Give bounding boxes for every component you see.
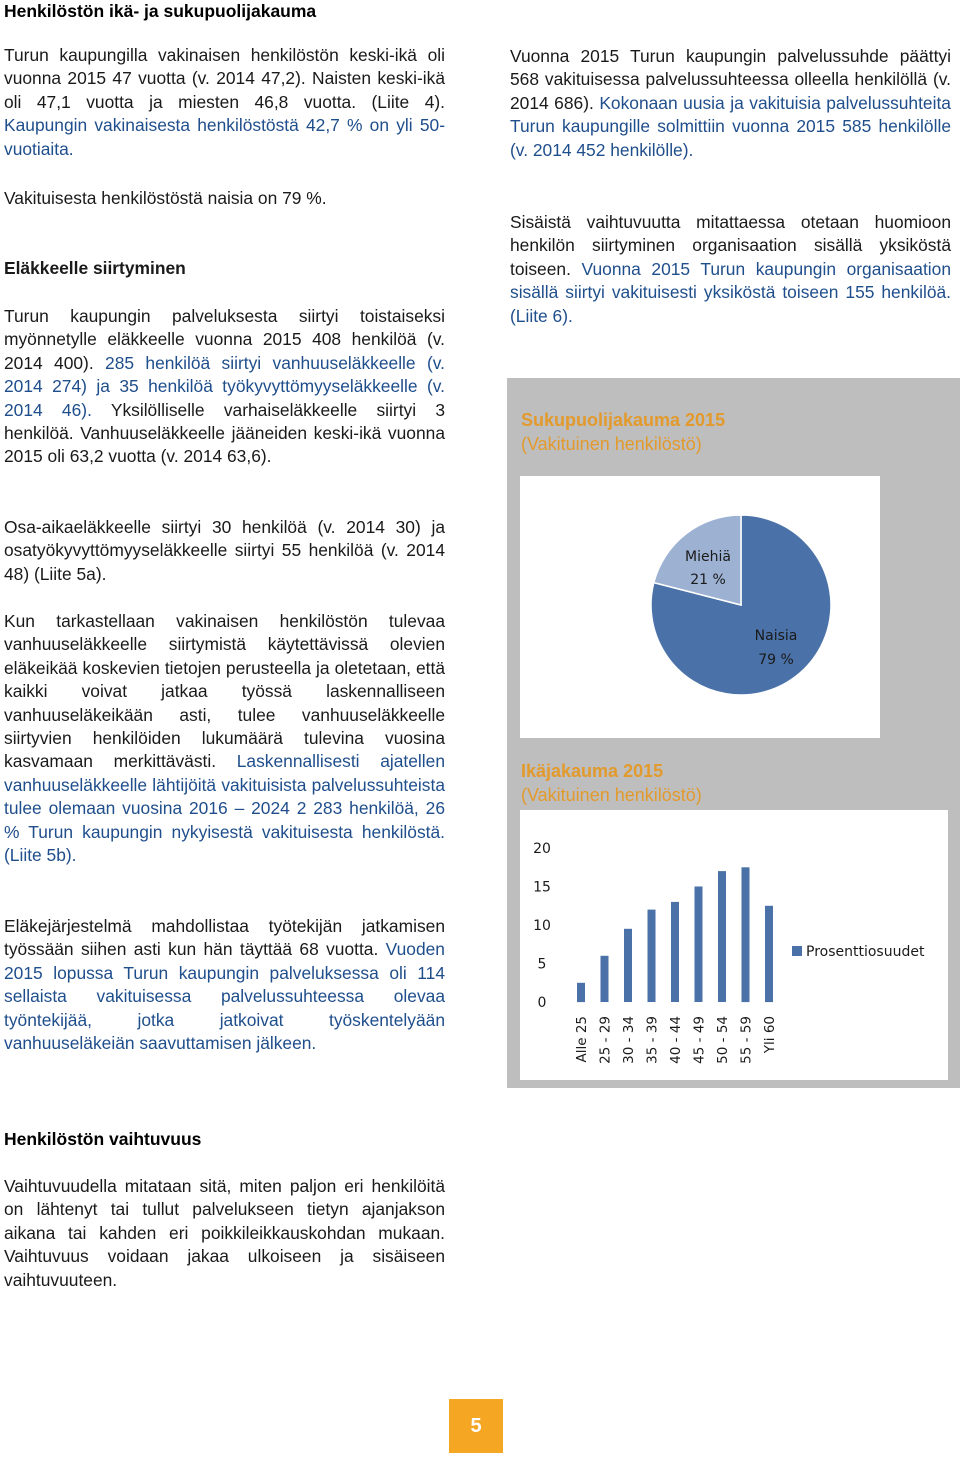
paragraph-retirement-text-b: 285 henkilöä siirtyi vanhuuseläkkeelle (v. 2014 274) ja 35 henkilöä työkyvyttömyyseläkkeelle (v. 2014 46). [4,352,445,420]
x-tick-label: 45 - 49 [691,1016,708,1064]
x-tick-label: 50 - 54 [715,1016,731,1064]
paragraph-ended-relationships-text-a: Vuonna 2015 Turun kaupungin palvelussuhde päättyi 568 vakituisessa palvelussuhteessa olleella henkilöllä (v. 2014 686). [510,46,951,113]
x-tick-label: 40 - 44 [668,1016,684,1064]
gender-chart-title-text: Sukupuolijakauma 2015 [521,410,726,430]
section-heading-retirement: Eläkkeelle siirtyminen [4,258,186,278]
page-number-badge: 5 [449,1399,503,1453]
bar-35-39 [648,910,656,1002]
age-chart-title-text: Ikäjakauma 2015 [521,761,664,781]
paragraph-retirement-text-a: Turun kaupungin palveluksesta siirtyi toistaiseksi myönnetylle eläkkeelle vuonna 2015 408 henkilöä (v. 2014 400). [4,306,445,373]
x-tick-label: 35 - 39 [644,1016,661,1064]
age-chart-title [521,759,702,807]
paragraph-future-retirement [4,610,445,867]
y-tick-layer [533,841,551,1011]
paragraph-retirement [4,305,445,469]
bar-25-29 [601,956,609,1002]
x-tick-label: Alle 25 [574,1016,590,1063]
bar-alle25 [577,983,585,1002]
y-tick-label: 10 [533,918,551,934]
x-tick-label: 25 - 29 [597,1016,614,1064]
paragraph-turnover-definition: Vaihtuvuudella mitataan sitä, miten paljon eri henkilöitä on lähtenyt tai tullut palvelukseen tietyn ajanjakson aikana tai kahden eri poikkileikkauskohdan mukaan. Vaihtuvuus voidaan jakaa ulkoiseen ja sisäiseen vaihtuvuuteen. [4,1176,445,1290]
paragraph-part-time-pension: Osa-aikaeläkkeelle siirtyi 30 henkilöä (v. 2014 30) ja osatyökyvyttömyyseläkkeelle siirtyi 55 henkilöä (v. 2014 48) (Liite 5a). [4,517,445,584]
paragraph-internal-turnover-text-b: Vuonna 2015 Turun kaupungin organisaation sisällä siirtyi vakituisesti yksiköstä toiseen 155 henkilöä. (Liite 6). [510,258,951,326]
paragraph-internal-turnover-text-a: Sisäistä vaihtuvuutta mitattaessa otetaan huomioon henkilön siirtyminen organisaation sisällä yksiköstä toiseen. [510,212,951,279]
bar-layer [577,867,773,1002]
gender-chart-subtitle: (Vakituinen henkilöstö) [521,434,702,454]
bar-45-49 [695,887,703,1003]
paragraph-future-retirement-text-b: Laskennallisesti ajatellen vanhuuseläkkeelle lähtijöitä vakituisista palvelussuhteista tulee olemaan vuosina 2016 – 2024 2 283 henkilöä, 26 % Turun kaupungin nykyisestä vakituisesta henkilöstä. (Liite 5b). [4,751,445,866]
paragraph-women-share: Vakituisesta henkilöstöstä naisia on 79 %. [4,188,327,208]
bar-55-59 [742,867,750,1002]
paragraph-future-retirement-text-a: Kun tarkastellaan vakinaisen henkilöstön tulevaa vanhuuseläkkeelle siirtymistä käytettävissä olevien eläkeikää koskevien tietojen perusteella ja oletetaan, että kaikki voivat jatkaa työssä laskennalliseen vanhuuseläkeikään asti, tulee vanhuuseläkkeelle siirtyvien henkilöiden lukumäärä tulevina vuosina kasvamaan merkittävästi. [4,611,445,772]
paragraph-ended-relationships [510,45,951,162]
gender-pie-svg [520,476,880,738]
bar-50-54 [718,871,726,1002]
bar-30-34 [624,929,632,1002]
bar-yli60 [765,906,773,1002]
y-tick-label: 15 [533,879,551,896]
x-tick-label: 30 - 34 [621,1016,637,1064]
age-bar-chart [520,810,948,1080]
paragraph-average-age-text: Turun kaupungilla vakinaisen henkilöstön keski-ikä oli vuonna 2015 47 vuotta (v. 2014 47,2). Naisten keski-ikä oli 47,1 vuotta ja miesten 46,8 vuotta. (Liite 4). [4,45,445,112]
paragraph-new-relationships-text: Kokonaan uusia ja vakituisia palvelussuhteita Turun kaupungille solmittiin vuonna 2015 585 henkilölle (v. 2014 452 henkilölle). [510,92,951,160]
y-tick-label: 20 [533,841,551,857]
x-tick-label: 55 - 59 [738,1016,755,1064]
pie-label-miehia: Miehiä [685,549,731,565]
age-bar-svg [520,810,948,1080]
section-heading-age-gender: Henkilöstön ikä- ja sukupuolijakauma [4,1,317,21]
paragraph-over-50-text: Kaupungin vakinaisesta henkilöstöstä 42,7 % on yli 50-vuotiaita. [4,115,445,159]
y-tick-label: 5 [537,956,547,973]
paragraph-pension-system-text-a: Eläkejärjestelmä mahdollistaa työtekijän jatkamisen työssään siihen asti kun hän täyttää 68 vuotta. [4,916,445,960]
paragraph-retirement-text-c: Yksilölliselle varhaiseläkkeelle siirtyi 3 henkilöä. Vanhuuseläkkeelle jääneiden keski-ikä vuonna 2015 oli 63,2 vuotta (v. 2014 63,6). [4,399,445,467]
x-label-layer [574,1016,778,1064]
paragraph-average-age [4,44,445,161]
y-tick-label: 0 [537,995,547,1011]
gender-pie-chart [520,476,880,738]
legend-swatch [792,946,802,956]
pie-label-naisia: Naisia [754,628,798,644]
legend-label: Prosenttiosuudet [806,944,925,960]
x-tick-label: Yli 60 [762,1016,778,1054]
paragraph-internal-turnover [510,211,951,328]
paragraph-pension-system [4,915,445,1055]
section-heading-turnover: Henkilöstön vaihtuvuus [4,1129,202,1149]
paragraph-pension-system-text-b: Vuoden 2015 lopussa Turun kaupungin palveluksessa oli 114 sellaista vakituisessa palvelussuhteessa olevaa työntekijää, jotka jatkoivat työskentelyään vanhuuseläkeiän saavuttamisen jälkeen. [4,939,445,1054]
gender-chart-title [521,408,725,456]
pie-value-miehia: 21 % [690,572,726,588]
bar-40-44 [671,902,679,1002]
pie-value-naisia: 79 % [758,652,794,668]
age-chart-subtitle: (Vakituinen henkilöstö) [521,785,702,805]
